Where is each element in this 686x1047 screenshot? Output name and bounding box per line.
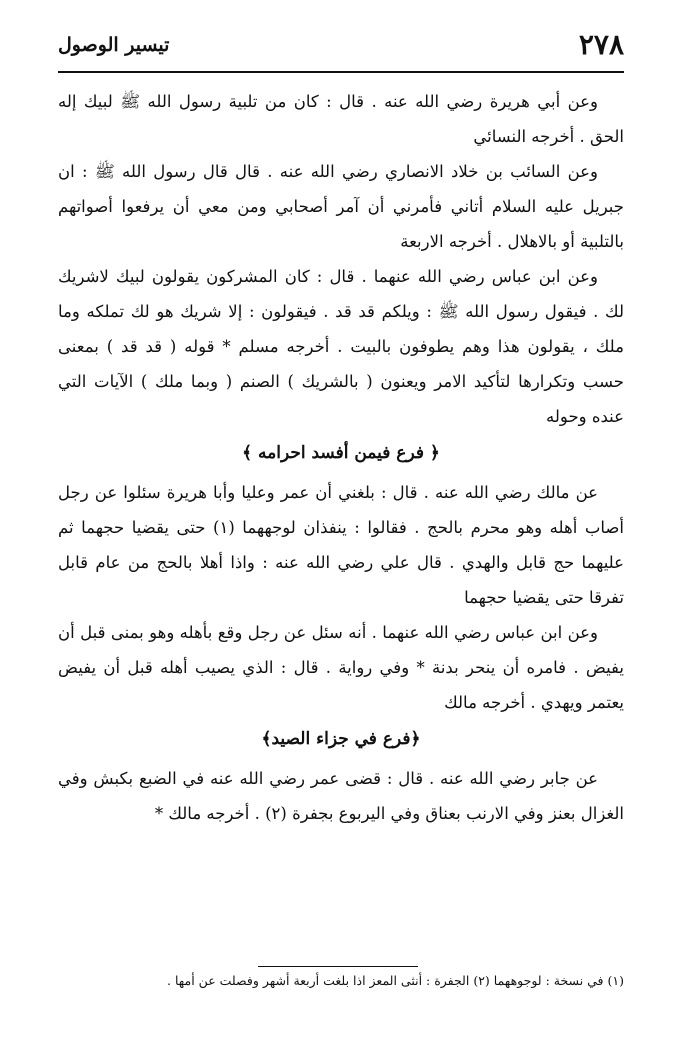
- section-heading: ﴿ فرع فيمن أفسد احرامه ﴾: [242, 443, 440, 463]
- page-header: [58, 28, 624, 68]
- paragraph: عن مالك رضي الله عنه . قال : بلغني أن عمر وعليا وأبا هريرة سئلوا عن رجل أصاب أهله وهو محرم بالحج . فقالوا : ينفذان لوجههما (١) حتى يقضيا حجهما ثم عليهما حج قابل والهدي . قال علي رضي الله عنه : واذا أهلا بالحج من عام قابل تفرقا حتى يقضيا حجهما: [58, 483, 624, 607]
- paragraph: وعن أبي هريرة رضي الله عنه . قال : كان من تلبية رسول الله ﷺ لبيك إله الحق . أخرجه النسائي: [58, 92, 624, 146]
- book-title: تيسير الوصول: [58, 34, 170, 56]
- paragraph: وعن ابن عباس رضي الله عنهما . أنه سئل عن رجل وقع بأهله وهو بمنى قبل أن يفيض . فامره أن ينحر بدنة * وفي رواية . قال : الذي يصيب أهله قبل أن يفيض يعتمر ويهدي . أخرجه مالك: [58, 623, 624, 712]
- paragraph: عن جابر رضي الله عنه . قال : قضى عمر رضي الله عنه في الضبع بكبش وفي الغزال بعنز وفي الارنب بعناق وفي اليربوع بجفرة (٢) . أخرجه مالك *: [58, 769, 624, 823]
- paragraph: وعن السائب بن خلاد الانصاري رضي الله عنه . قال قال رسول الله ﷺ : ان جبريل عليه السلام أتاني فأمرني أن آمر أصحابي ومن معي أن يرفعوا أصواتهم بالتلبية أو بالاهلال . أخرجه الاربعة: [58, 162, 624, 251]
- footnotes: (١) في نسخة : لوجوههما (٢) الجفرة : أنثى المعز اذا بلغت أربعة أشهر وفصلت عن أمها .: [167, 973, 624, 988]
- paragraph: وعن ابن عباس رضي الله عنهما . قال : كان المشركون يقولون لبيك لاشريك لك . فيقول رسول الله ﷺ : ويلكم قد قد . فيقولون : إلا شريك هو لك تملكه وما ملك ، يقولون هذا وهم يطوفون بالبيت . أخرجه مسلم * قوله ( قد قد ) بمعنى حسب وتكرارها لتأكيد الامر ويعنون ( بالشريك ) الصنم ( وبما ملك ) الآيات التي عنده وحوله: [58, 267, 624, 426]
- book-page: [58, 28, 624, 988]
- footnote-rule: [258, 966, 418, 967]
- section-heading: ﴿فرع في جزاء الصيد﴾: [261, 729, 421, 749]
- page-number: ٢٧٨: [578, 28, 624, 61]
- page-body: [58, 84, 624, 831]
- header-rule: [58, 71, 624, 73]
